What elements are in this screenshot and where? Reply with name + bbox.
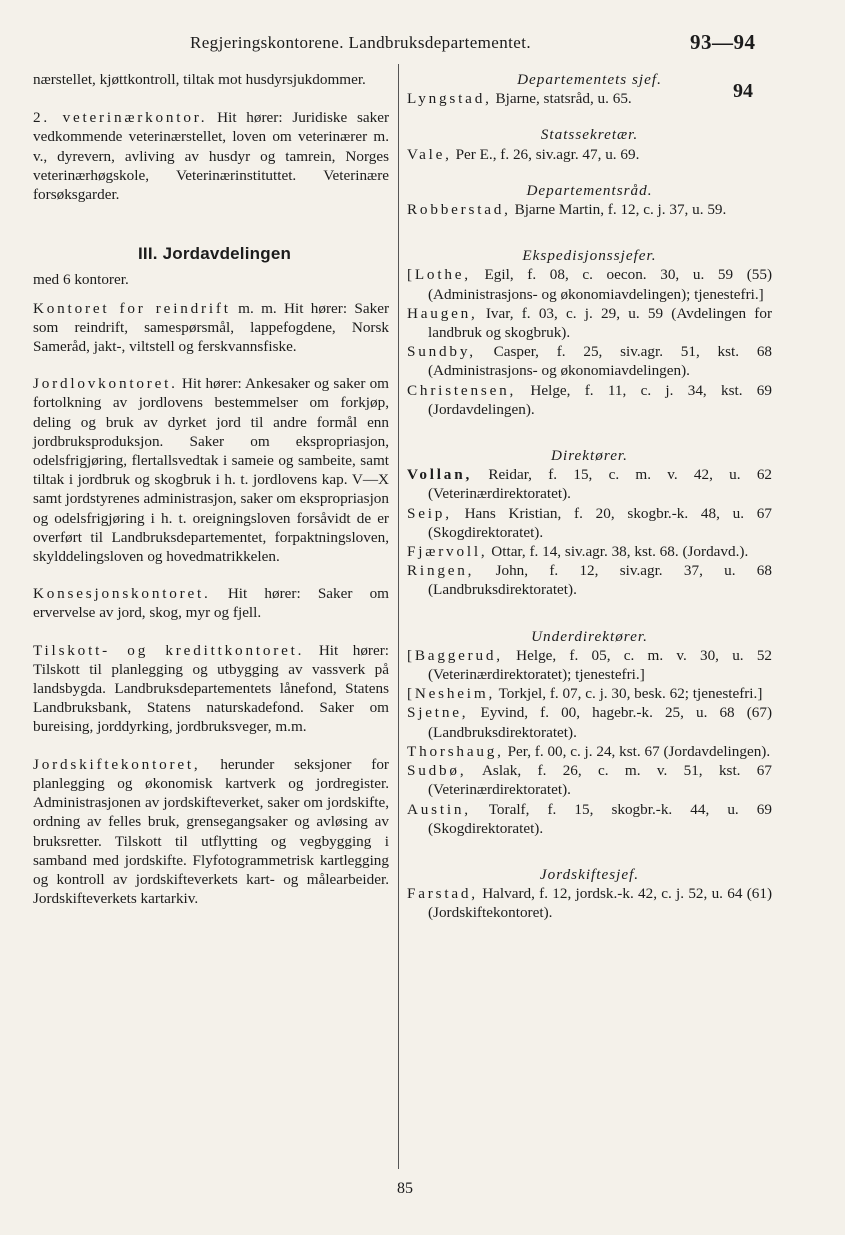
staff-name: Sundby, (407, 343, 476, 361)
staff-entry (407, 504, 772, 542)
vet-office-paragraph (33, 108, 389, 204)
office-paragraph (33, 641, 389, 737)
office-paragraph (33, 584, 389, 622)
department-number: 94 (733, 80, 753, 102)
section-title: Departementets sjef. (517, 71, 662, 88)
staff-name: Ringen, (407, 562, 475, 580)
staff-entry (407, 304, 772, 342)
page-range: 93—94 (690, 30, 756, 54)
section-subheading: med 6 kontorer. (33, 271, 129, 289)
staff-details: Helge, f. 11, c. j. 34, kst. 69 (Jordavdelingen). (428, 381, 772, 418)
staff-entry (407, 265, 772, 303)
office-text: Hit hører: Ankesaker og saker om fortolkning av jordlovens bestemmelser om forkjøp, deling og bruk av dyrket jord til andre formål enn jordbruksproduksjon. Saker om ekspropriasjon, odelsfrigjøring, flertallsvedtak i sameie og sambeite, samt tiltak i jordbruk og skogbruk i h. t. jordlovens kap. V—X samt jordstyrenes administrasjon, saker om ekspropriasjon og odelsfrigjøring i h. t. oreigningsloven forsåvidt de er overført til Landbruksdepartementet, forpaktningsloven, skylddelingsloven og hovedmatrikkelen. (33, 375, 389, 566)
staff-details: Aslak, f. 26, c. m. v. 51, kst. 67 (Veterinærdirektoratet). (428, 762, 772, 799)
staff-details: Bjarne Martin, f. 12, c. j. 37, u. 59. (514, 201, 727, 219)
staff-details: Eyvind, f. 00, hagebr.-k. 25, u. 68 (67) (Landbruksdirektoratet). (428, 704, 773, 741)
staff-name: Thorshaug, (407, 742, 504, 760)
left-column (33, 70, 389, 908)
office-paragraph (33, 755, 389, 909)
right-column (407, 70, 772, 923)
staff-name: [Nesheim, (407, 685, 496, 703)
staff-entry (407, 542, 772, 561)
staff-entry (407, 465, 772, 503)
staff-details: Bjarne, statsråd, u. 65. (495, 90, 632, 108)
page-header (0, 0, 845, 60)
office-text: Hit hører: Tilskott til planlegging og utbygging av vassverk på landsbygda. Landbruksdepartementets lånefond, Statens Landbruksbank, Statens naturskadefond. Saker om bureising, jorddyrking, jordbruksveger, m.m. (33, 641, 390, 736)
page-number: 85 (397, 1180, 413, 1197)
office-label: Jordskiftekontoret, (33, 755, 201, 773)
staff-name: Lyngstad, (407, 90, 492, 108)
office-paragraph (33, 299, 389, 357)
office-text: Hit hører: Saker om ervervelse av jord, skog, myr og fjell. (33, 585, 389, 622)
staff-name: Farstad, (407, 885, 478, 903)
staff-details: Casper, f. 25, siv.agr. 51, kst. 68 (Administrasjons- og økonomiavdelingen). (428, 343, 773, 380)
staff-name: Robberstad, (407, 201, 511, 219)
office-label: Kontoret for reindrift (33, 299, 231, 317)
staff-name: Seip, (407, 504, 452, 522)
staff-entry (407, 145, 772, 164)
staff-name: Vale, (407, 145, 452, 163)
vet-office-label: 2. veterinærkontor. (33, 109, 208, 127)
staff-entry (407, 684, 772, 703)
office-text: herunder seksjoner for planlegging og økonomisk kartverk og jordregister. Administrasjonen av jordskifteverket, saker om jordskifte, ordning av felles bruk, grensegangsaker og avløsing av bruksretter. Tilskott til utflytting og vegbygging i samband med jordskifte. Flyfotogrammetrisk kartlegging og kontroll av jordskifteverkets kart- og målearbeider. Jordskifteverkets kartarkiv. (33, 755, 389, 908)
staff-details: Per E., f. 26, siv.agr. 47, u. 69. (455, 145, 640, 163)
staff-entry (407, 381, 772, 419)
staff-name: Austin, (407, 800, 471, 818)
staff-details: Toralf, f. 15, skogbr.-k. 44, u. 69 (Skogdirektoratet). (428, 800, 772, 837)
office-label: Jordlovkontoret. (33, 375, 178, 393)
staff-details: Ivar, f. 03, c. j. 29, u. 59 (Avdelingen for landbruk og skogbruk). (428, 304, 773, 342)
office-label: Konsesjonskontoret. (33, 585, 211, 603)
staff-entry (407, 342, 772, 380)
staff-name: Christensen, (407, 381, 517, 399)
staff-entry (407, 800, 772, 838)
staff-name: Fjærvoll, (407, 543, 488, 561)
staff-entry (407, 200, 772, 219)
staff-entry (407, 703, 772, 741)
section-title: Departementsråd. (526, 181, 653, 199)
section-title: Jordskiftesjef. (539, 865, 640, 883)
staff-entry (407, 742, 772, 761)
staff-name: Vollan, (407, 466, 473, 484)
staff-entry (407, 884, 772, 922)
staff-details: Hans Kristian, f. 20, skogbr.-k. 48, u. 67 (Skogdirektoratet). (428, 504, 772, 541)
staff-details: Egil, f. 08, c. oecon. 30, u. 59 (55) (Administrasjons- og økonomiavdelingen); tjenestefri.] (428, 266, 772, 303)
office-paragraph (33, 374, 389, 566)
staff-name: Sjetne, (407, 704, 469, 722)
staff-entry (407, 89, 772, 108)
staff-details: Per, f. 00, c. j. 24, kst. 67 (Jordavdelingen). (507, 742, 771, 760)
staff-entry (407, 561, 772, 599)
staff-details: Helge, f. 05, c. m. v. 30, u. 52 (Veterinærdirektoratet); tjenestefri.] (428, 646, 773, 684)
staff-name: Haugen, (407, 304, 478, 322)
staff-entry (407, 761, 772, 799)
section-title: Ekspedisjonssjefer. (522, 247, 657, 265)
staff-details: Reidar, f. 15, c. m. v. 42, u. 62 (Veterinærdirektoratet). (428, 466, 773, 503)
vet-office-text: Hit hører: Juridiske saker vedkommende veterinærstellet, loven om veterinærer m. v., dyrevern, avliving av husdyr og tamrein, Norges veterinærhøgskole, Veterinærinstituttet. Veterinære forsøksgarder. (33, 109, 390, 204)
staff-details: Halvard, f. 12, jordsk.-k. 42, c. j. 52, u. 64 (61) (Jordskiftekontoret). (428, 885, 772, 922)
section-heading: III. Jordavdelingen (138, 244, 292, 264)
staff-name: [Baggerud, (407, 646, 503, 664)
column-divider (398, 64, 399, 1169)
staff-details: Torkjel, f. 07, c. j. 30, besk. 62; tjenestefri.] (498, 685, 763, 703)
running-head: Regjeringskontorene. Landbruksdepartementet. (190, 33, 531, 52)
staff-name: Sudbø, (407, 762, 467, 780)
staff-entry (407, 646, 772, 684)
section-title: Statssekretær. (540, 126, 639, 144)
section-title: Underdirektører. (531, 627, 648, 645)
intro-text: nærstellet, kjøttkontroll, tiltak mot husdyrsjukdommer. (33, 71, 366, 88)
office-text: m. m. Hit hører: Saker som reindrift, samespørsmål, lappefogdene, Norsk Sameråd, jakt-, viltstell og ferskvannsfiske. (33, 299, 389, 356)
staff-details: John, f. 12, siv.agr. 37, u. 68 (Landbruksdirektoratet). (428, 562, 772, 599)
office-label: Tilskott- og kredittkontoret. (33, 641, 305, 659)
staff-details: Ottar, f. 14, siv.agr. 38, kst. 68. (Jordavd.). (491, 543, 749, 561)
section-title: Direktører. (551, 447, 628, 465)
staff-name: [Lothe, (407, 266, 471, 284)
